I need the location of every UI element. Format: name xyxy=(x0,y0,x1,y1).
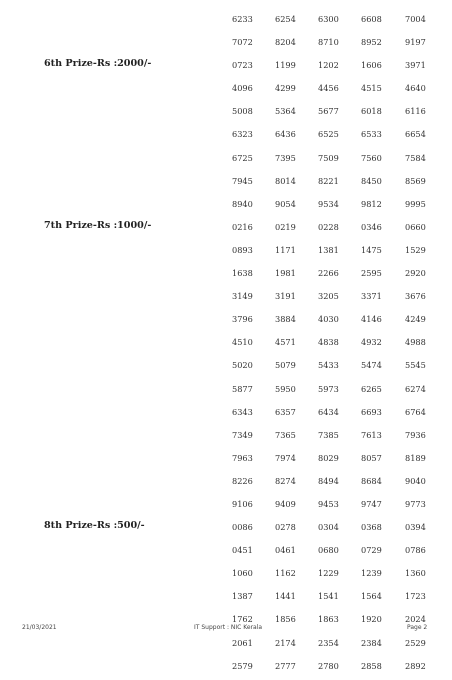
ticket-number: 6764 xyxy=(405,406,426,417)
result-row xyxy=(0,218,452,241)
ticket-number: 6608 xyxy=(361,14,382,24)
footer-date: 21/03/2021 xyxy=(22,624,57,631)
ticket-number: 8057 xyxy=(361,452,382,463)
prize-label: 8th Prize-Rs :500/- xyxy=(44,520,145,532)
ticket-number: 7365 xyxy=(275,429,296,440)
ticket-number: 0461 xyxy=(275,545,296,556)
ticket-number: 4510 xyxy=(232,337,253,348)
ticket-number: 6357 xyxy=(275,406,296,417)
ticket-number: 4456 xyxy=(318,83,339,94)
ticket-number: 2529 xyxy=(405,637,426,648)
ticket-number: 4096 xyxy=(232,83,253,94)
footer-support: IT Support : NIC Kerala xyxy=(194,624,263,631)
ticket-number: 3149 xyxy=(232,291,253,302)
ticket-number: 0219 xyxy=(275,221,296,232)
result-row xyxy=(0,495,452,518)
ticket-number: 7560 xyxy=(361,152,382,163)
ticket-number: 8029 xyxy=(318,452,339,463)
ticket-number: 2858 xyxy=(361,660,382,671)
result-row xyxy=(0,518,452,541)
ticket-number: 9773 xyxy=(405,498,426,509)
ticket-number: 1239 xyxy=(361,568,382,579)
ticket-number: 1981 xyxy=(275,268,296,279)
ticket-number: 2174 xyxy=(275,637,296,648)
ticket-number: 0660 xyxy=(405,221,426,232)
ticket-number: 7004 xyxy=(405,14,426,24)
ticket-number: 1723 xyxy=(405,591,426,602)
ticket-number: 5474 xyxy=(361,360,382,371)
ticket-number: 9197 xyxy=(405,37,426,48)
ticket-number: 8189 xyxy=(405,452,426,463)
ticket-number: 1638 xyxy=(232,268,253,279)
ticket-number: 7385 xyxy=(318,429,339,440)
ticket-number: 1060 xyxy=(232,568,253,579)
result-row xyxy=(0,56,452,79)
results-table xyxy=(0,10,452,680)
ticket-number: 6116 xyxy=(405,106,426,117)
result-row xyxy=(0,149,452,172)
ticket-number: 3676 xyxy=(405,291,426,302)
ticket-number: 2266 xyxy=(318,268,339,279)
ticket-number: 1920 xyxy=(361,614,382,625)
ticket-number: 8226 xyxy=(232,475,253,486)
ticket-number: 5433 xyxy=(318,360,339,371)
ticket-number: 9409 xyxy=(275,498,296,509)
ticket-number: 1199 xyxy=(275,60,296,71)
ticket-number: 1541 xyxy=(318,591,339,602)
ticket-number: 8221 xyxy=(318,175,339,186)
ticket-number: 6300 xyxy=(318,14,339,24)
ticket-number: 6725 xyxy=(232,152,253,163)
ticket-number: 9040 xyxy=(405,475,426,486)
ticket-number: 0893 xyxy=(232,244,253,255)
ticket-number: 3205 xyxy=(318,291,339,302)
ticket-number: 0729 xyxy=(361,545,382,556)
result-row xyxy=(0,241,452,264)
ticket-number: 6018 xyxy=(361,106,382,117)
ticket-number: 8494 xyxy=(318,475,339,486)
result-row xyxy=(0,449,452,472)
ticket-number: 8710 xyxy=(318,37,339,48)
result-row xyxy=(0,310,452,333)
ticket-number: 1529 xyxy=(405,244,426,255)
ticket-number: 5008 xyxy=(232,106,253,117)
ticket-number: 1229 xyxy=(318,568,339,579)
ticket-number: 3371 xyxy=(361,291,382,302)
ticket-number: 7584 xyxy=(405,152,426,163)
ticket-number: 0086 xyxy=(232,522,253,533)
ticket-number: 1387 xyxy=(232,591,253,602)
ticket-number: 6254 xyxy=(275,14,296,24)
result-row xyxy=(0,102,452,125)
ticket-number: 8450 xyxy=(361,175,382,186)
ticket-number: 8569 xyxy=(405,175,426,186)
result-row xyxy=(0,33,452,56)
result-row xyxy=(0,79,452,102)
ticket-number: 6436 xyxy=(275,129,296,140)
ticket-number: 3191 xyxy=(275,291,296,302)
ticket-number: 5079 xyxy=(275,360,296,371)
ticket-number: 3796 xyxy=(232,314,253,325)
ticket-number: 1171 xyxy=(275,244,296,255)
ticket-number: 4932 xyxy=(361,337,382,348)
ticket-number: 0228 xyxy=(318,221,339,232)
ticket-number: 4640 xyxy=(405,83,426,94)
ticket-number: 9054 xyxy=(275,198,296,209)
result-row xyxy=(0,472,452,495)
ticket-number: 8014 xyxy=(275,175,296,186)
ticket-number: 6693 xyxy=(361,406,382,417)
ticket-number: 2024 xyxy=(405,614,426,625)
ticket-number: 5877 xyxy=(232,383,253,394)
ticket-number: 4146 xyxy=(361,314,382,325)
result-row xyxy=(0,172,452,195)
ticket-number: 1360 xyxy=(405,568,426,579)
ticket-number: 6233 xyxy=(232,14,253,24)
ticket-number: 2780 xyxy=(318,660,339,671)
result-row xyxy=(0,587,452,610)
ticket-number: 6265 xyxy=(361,383,382,394)
ticket-number: 4988 xyxy=(405,337,426,348)
ticket-number: 7936 xyxy=(405,429,426,440)
ticket-number: 7509 xyxy=(318,152,339,163)
ticket-number: 5973 xyxy=(318,383,339,394)
footer-page-number: Page 2 xyxy=(407,624,428,631)
ticket-number: 5950 xyxy=(275,383,296,394)
ticket-number: 7072 xyxy=(232,37,253,48)
result-row xyxy=(0,564,452,587)
ticket-number: 8274 xyxy=(275,475,296,486)
ticket-number: 6654 xyxy=(405,129,426,140)
ticket-number: 1381 xyxy=(318,244,339,255)
ticket-number: 2777 xyxy=(275,660,296,671)
ticket-number: 2384 xyxy=(361,637,382,648)
ticket-number: 9534 xyxy=(318,198,339,209)
ticket-number: 9747 xyxy=(361,498,382,509)
result-row xyxy=(0,403,452,426)
ticket-number: 0346 xyxy=(361,221,382,232)
ticket-number: 5020 xyxy=(232,360,253,371)
ticket-number: 4030 xyxy=(318,314,339,325)
prize-label: 7th Prize-Rs :1000/- xyxy=(44,219,152,231)
ticket-number: 1441 xyxy=(275,591,296,602)
ticket-number: 3971 xyxy=(405,60,426,71)
result-row xyxy=(0,541,452,564)
ticket-number: 2920 xyxy=(405,268,426,279)
ticket-number: 9995 xyxy=(405,198,426,209)
ticket-number: 7963 xyxy=(232,452,253,463)
ticket-number: 2354 xyxy=(318,637,339,648)
result-row xyxy=(0,125,452,148)
ticket-number: 5677 xyxy=(318,106,339,117)
ticket-number: 1606 xyxy=(361,60,382,71)
ticket-number: 6434 xyxy=(318,406,339,417)
ticket-number: 9812 xyxy=(361,198,382,209)
ticket-number: 1162 xyxy=(275,568,296,579)
ticket-number: 7395 xyxy=(275,152,296,163)
ticket-number: 0368 xyxy=(361,522,382,533)
ticket-number: 0216 xyxy=(232,221,253,232)
ticket-number: 7974 xyxy=(275,452,296,463)
result-row xyxy=(0,426,452,449)
ticket-number: 0394 xyxy=(405,522,426,533)
ticket-number: 4515 xyxy=(361,83,382,94)
ticket-number: 4571 xyxy=(275,337,296,348)
result-row xyxy=(0,657,452,680)
ticket-number: 0278 xyxy=(275,522,296,533)
ticket-number: 2061 xyxy=(232,637,253,648)
ticket-number: 1762 xyxy=(232,614,253,625)
ticket-number: 8204 xyxy=(275,37,296,48)
ticket-number: 8940 xyxy=(232,198,253,209)
ticket-number: 6343 xyxy=(232,406,253,417)
ticket-number: 5364 xyxy=(275,106,296,117)
prize-label: 6th Prize-Rs :2000/- xyxy=(44,58,152,70)
ticket-number: 1863 xyxy=(318,614,339,625)
ticket-number: 2892 xyxy=(405,660,426,671)
ticket-number: 8684 xyxy=(361,475,382,486)
ticket-number: 6533 xyxy=(361,129,382,140)
ticket-number: 6525 xyxy=(318,129,339,140)
ticket-number: 0304 xyxy=(318,522,339,533)
ticket-number: 2579 xyxy=(232,660,253,671)
result-row xyxy=(0,356,452,379)
ticket-number: 5545 xyxy=(405,360,426,371)
ticket-number: 0723 xyxy=(232,60,253,71)
result-row xyxy=(0,634,452,657)
ticket-number: 7349 xyxy=(232,429,253,440)
result-row xyxy=(0,287,452,310)
ticket-number: 4299 xyxy=(275,83,296,94)
ticket-number: 1564 xyxy=(361,591,382,602)
ticket-number: 1856 xyxy=(275,614,296,625)
ticket-number: 3884 xyxy=(275,314,296,325)
result-row xyxy=(0,333,452,356)
ticket-number: 1475 xyxy=(361,244,382,255)
ticket-number: 6274 xyxy=(405,383,426,394)
ticket-number: 7945 xyxy=(232,175,253,186)
result-row xyxy=(0,10,452,33)
ticket-number: 0451 xyxy=(232,545,253,556)
ticket-number: 0680 xyxy=(318,545,339,556)
result-row xyxy=(0,195,452,218)
ticket-number: 8952 xyxy=(361,37,382,48)
ticket-number: 9453 xyxy=(318,498,339,509)
ticket-number: 7613 xyxy=(361,429,382,440)
ticket-number: 2595 xyxy=(361,268,382,279)
ticket-number: 6323 xyxy=(232,129,253,140)
ticket-number: 9106 xyxy=(232,498,253,509)
ticket-number: 1202 xyxy=(318,60,339,71)
result-row xyxy=(0,380,452,403)
result-row xyxy=(0,264,452,287)
ticket-number: 4838 xyxy=(318,337,339,348)
ticket-number: 0786 xyxy=(405,545,426,556)
ticket-number: 4249 xyxy=(405,314,426,325)
